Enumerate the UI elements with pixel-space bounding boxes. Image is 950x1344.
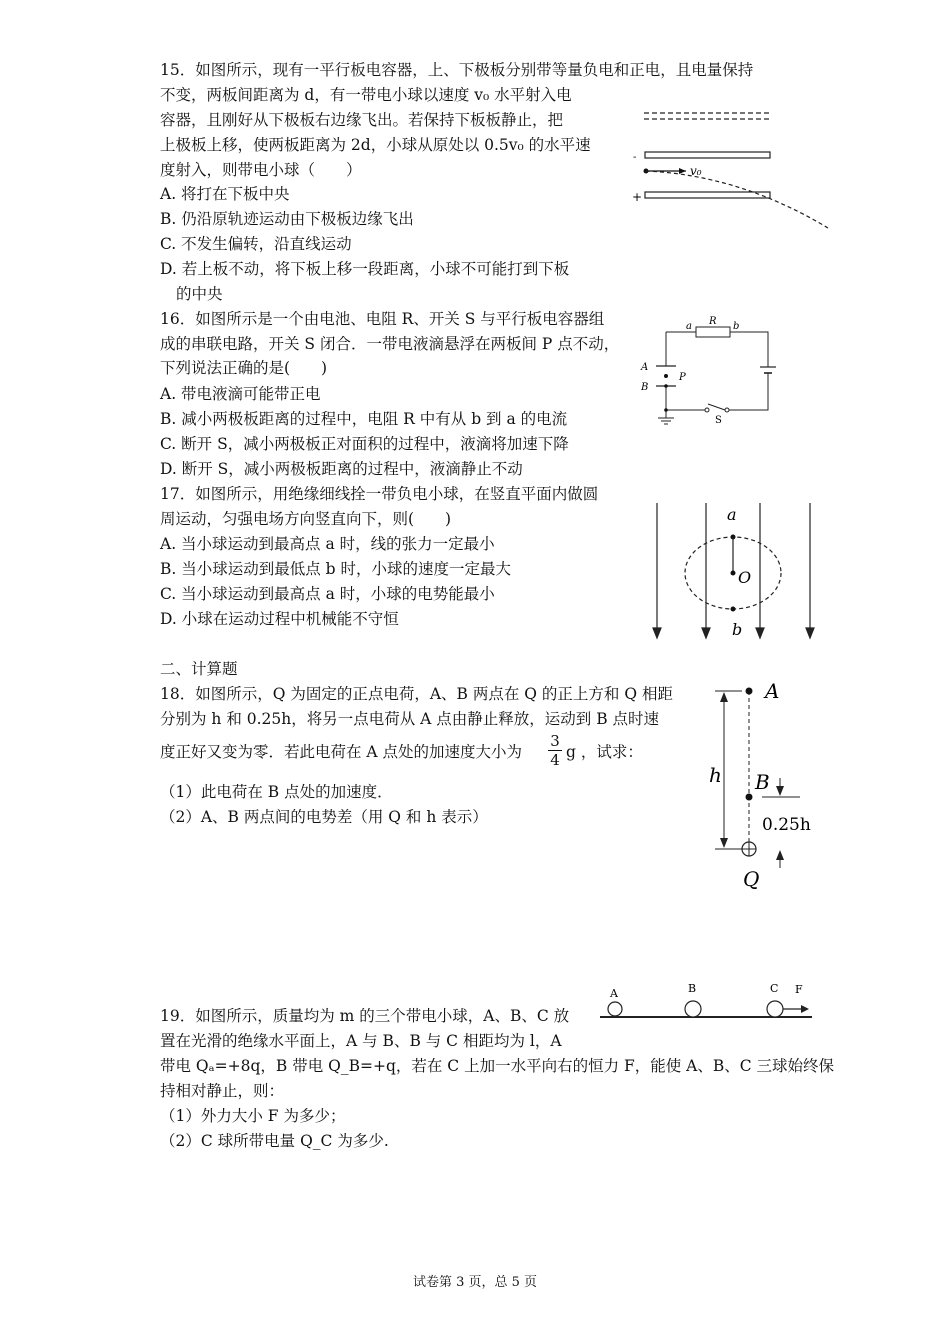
q17-label-b: b bbox=[732, 620, 743, 639]
q17-option-b: B. 当小球运动到最低点 b 时，小球的速度一定最大 bbox=[160, 560, 512, 578]
q19-sub-2: （2）C 球所带电量 Q_C 为多少. bbox=[160, 1132, 389, 1150]
q18-line-4: g ，试求： bbox=[566, 743, 643, 761]
q15-minus-label: - bbox=[633, 152, 637, 163]
q18-label-h: h bbox=[709, 763, 722, 787]
q18-label-dist: 0.25h bbox=[762, 815, 811, 835]
q16-option-a: A. 带电液滴可能带正电 bbox=[160, 385, 321, 403]
q16-option-b: B. 减小两极板距离的过程中，电阻 R 中有从 b 到 a 的电流 bbox=[160, 410, 568, 428]
q17-option-d: D. 小球在运动过程中机械能不守恒 bbox=[160, 610, 399, 628]
q18-sub-1: （1）此电荷在 B 点处的加速度． bbox=[160, 783, 393, 801]
q15-line-3: 容器，且刚好从下极板右边缘飞出。若保持下板板静止，把 bbox=[160, 111, 564, 129]
q19-label-C: C bbox=[770, 982, 779, 995]
q17-field-figure bbox=[640, 498, 825, 643]
q18-fraction-numerator: 3 bbox=[550, 732, 560, 750]
q18-line-3: 度正好又变为零．若此电荷在 A 点处的加速度大小为 bbox=[160, 743, 523, 761]
q18-label-B: B bbox=[755, 770, 770, 794]
q17-label-O: O bbox=[738, 568, 752, 587]
q16-label-S: S bbox=[715, 415, 722, 426]
q15-line-2: 不变，两板间距离为 d，有一带电小球以速度 v₀ 水平射入电 bbox=[160, 86, 572, 104]
q18-line-1: 18．如图所示，Q 为固定的正点电荷，A、B 两点在 Q 的正上方和 Q 相距 bbox=[160, 685, 673, 703]
q16-label-R: R bbox=[709, 316, 717, 327]
q17-label-a: a bbox=[727, 505, 737, 524]
q15-capacitor-figure bbox=[630, 100, 840, 235]
section-title: 二、计算题 bbox=[160, 660, 238, 678]
page-footer: 试卷第 3 页，总 5 页 bbox=[412, 1275, 538, 1290]
q18-line-2: 分别为 h 和 0.25h，将另一点电荷从 A 点由静止释放，运动到 B 点时速 bbox=[160, 710, 660, 728]
q15-line-1: 15．如图所示，现有一平行板电容器，上、下极板分别带等量负电和正电，且电量保持 bbox=[160, 61, 754, 79]
q17-line-2: 周运动，匀强电场方向竖直向下，则( ) bbox=[160, 510, 452, 528]
q19-sub-1: （1）外力大小 F 为多少； bbox=[160, 1107, 346, 1125]
q16-option-c: C. 断开 S，减小两极板正对面积的过程中，液滴将加速下降 bbox=[160, 435, 569, 453]
q15-option-d: D. 若上板不动，将下板上移一段距离，小球不可能打到下板 bbox=[160, 260, 570, 278]
q16-label-P: P bbox=[679, 372, 686, 383]
q16-label-a: a bbox=[686, 321, 692, 332]
q19-balls-figure bbox=[590, 977, 820, 1025]
q15-v0-label: v₀ bbox=[690, 164, 702, 178]
q18-fraction bbox=[548, 733, 562, 768]
q15-option-c: C. 不发生偏转，沿直线运动 bbox=[160, 235, 352, 253]
q17-line-1: 17．如图所示，用绝缘细线拴一带负电小球，在竖直平面内做圆 bbox=[160, 485, 599, 503]
q16-option-d: D. 断开 S，减小两极板距离的过程中，液滴静止不动 bbox=[160, 460, 523, 478]
q16-label-B: B bbox=[641, 382, 649, 393]
q19-line-1: 19．如图所示，质量均为 m 的三个带电小球，A、B、C 放 bbox=[160, 1007, 570, 1025]
q17-option-a: A. 当小球运动到最高点 a 时，线的张力一定最小 bbox=[160, 535, 495, 553]
q16-label-b: b bbox=[733, 321, 740, 332]
q19-label-F: F bbox=[795, 983, 803, 996]
q16-line-1: 16．如图所示是一个由电池、电阻 R、开关 S 与平行板电容器组 bbox=[160, 310, 605, 328]
q15-option-d-cont: 的中央 bbox=[176, 285, 223, 303]
q17-option-c: C. 当小球运动到最高点 a 时，小球的电势能最小 bbox=[160, 585, 495, 603]
q16-line-3: 下列说法正确的是( ) bbox=[160, 359, 328, 377]
q18-sub-2: （2）A、B 两点间的电势差（用 Q 和 h 表示） bbox=[160, 808, 488, 826]
q15-plus-label: + bbox=[632, 190, 643, 204]
q18-label-A: A bbox=[765, 679, 780, 703]
q15-option-a: A. 将打在下板中央 bbox=[160, 185, 290, 203]
q18-label-Q: Q bbox=[743, 867, 760, 891]
q18-charge-figure bbox=[700, 672, 850, 897]
q19-line-4: 持相对静止，则： bbox=[160, 1082, 285, 1100]
q19-label-B: B bbox=[688, 982, 697, 995]
q19-line-3: 带电 Qₐ=+8q，B 带电 Q_B=+q，若在 C 上加一水平向右的恒力 F，能使 A、B、C 三球始终保 bbox=[160, 1057, 835, 1075]
q16-circuit-figure bbox=[636, 312, 786, 430]
q15-line-4: 上极板上移，使两板距离为 2d，小球从原处以 0.5v₀ 的水平速 bbox=[160, 136, 591, 154]
q16-line-2: 成的串联电路，开关 S 闭合．一带电液滴悬浮在两板间 P 点不动， bbox=[160, 335, 620, 353]
q18-fraction-denominator: 4 bbox=[550, 751, 560, 769]
q19-line-2: 置在光滑的绝缘水平面上，A 与 B、B 与 C 相距均为 l，A bbox=[160, 1032, 562, 1050]
q15-line-5: 度射入，则带电小球（ ） bbox=[160, 161, 362, 179]
q16-label-A: A bbox=[641, 362, 649, 373]
q15-option-b: B. 仍沿原轨迹运动由下极板边缘飞出 bbox=[160, 210, 414, 228]
q19-label-A: A bbox=[610, 987, 618, 1000]
